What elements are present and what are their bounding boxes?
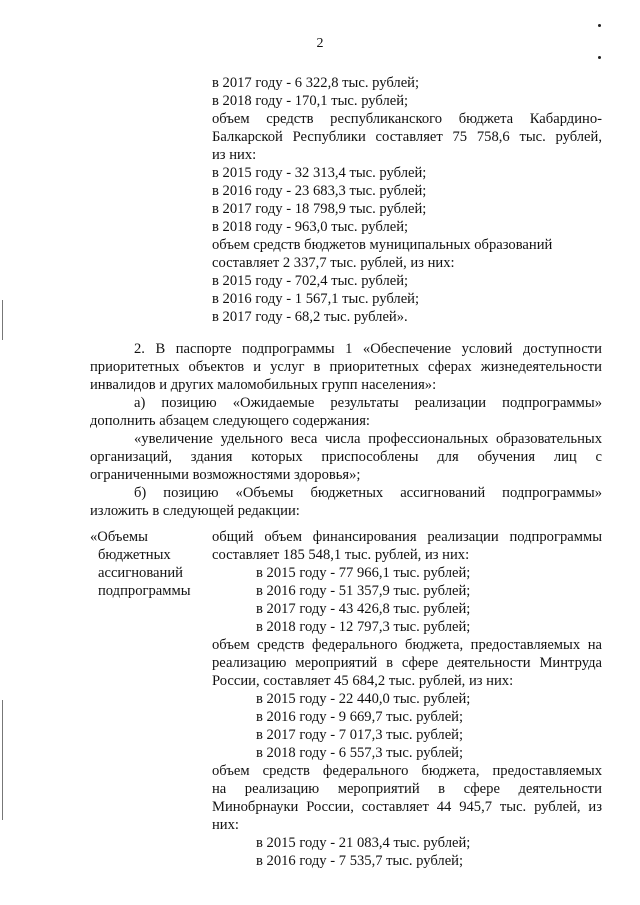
- text-line: общий объем финансирования реализации подпрограммы: [212, 529, 602, 545]
- text-line: «увеличение удельного веса числа профессиональных образовательных: [134, 431, 602, 447]
- text-line: в 2017 году - 68,2 тыс. рублей».: [212, 309, 408, 325]
- text-line: на реализацию мероприятий в сфере деятельности: [212, 781, 602, 797]
- label-line: «Объемы: [90, 529, 148, 545]
- text-line: в 2018 году - 6 557,3 тыс. рублей;: [256, 745, 464, 761]
- scan-edge: [2, 700, 3, 820]
- text-line: объем средств республиканского бюджета Кабардино-: [212, 111, 602, 127]
- text-line: а) позицию «Ожидаемые результаты реализации подпрограммы»: [134, 395, 602, 411]
- text-line: в 2018 году - 963,0 тыс. рублей;: [212, 219, 409, 235]
- text-line: реализацию мероприятий в сфере деятельности Минтруда: [212, 655, 602, 671]
- scan-mark: [598, 56, 601, 59]
- text-line: в 2015 году - 22 440,0 тыс. рублей;: [256, 691, 471, 707]
- text-line: в 2016 году - 7 535,7 тыс. рублей;: [256, 853, 464, 869]
- text-line: объем средств федерального бюджета, предоставляемых на: [212, 637, 602, 653]
- text-line: в 2018 году - 12 797,3 тыс. рублей;: [256, 619, 471, 635]
- text-line: приоритетных объектов и услуг в приоритетных сферах жизнедеятельности: [90, 359, 602, 375]
- text-line: организаций, здания которых приспособлены для обучения лиц с: [90, 449, 602, 465]
- text-line: в 2016 году - 23 683,3 тыс. рублей;: [212, 183, 427, 199]
- text-line: в 2015 году - 21 083,4 тыс. рублей;: [256, 835, 471, 851]
- text-line: в 2015 году - 77 966,1 тыс. рублей;: [256, 565, 471, 581]
- scan-mark: [598, 24, 601, 27]
- text-line: в 2017 году - 18 798,9 тыс. рублей;: [212, 201, 427, 217]
- text-line: в 2018 году - 170,1 тыс. рублей;: [212, 93, 409, 109]
- label-line: ассигнований: [98, 565, 183, 581]
- text-line: России, составляет 45 684,2 тыс. рублей, из них:: [212, 673, 514, 689]
- text-line: в 2017 году - 7 017,3 тыс. рублей;: [256, 727, 464, 743]
- label-line: подпрограммы: [98, 583, 191, 599]
- text-line: Балкарской Республики составляет 75 758,6 тыс. рублей,: [212, 129, 602, 145]
- text-line: б) позицию «Объемы бюджетных ассигнований подпрограммы»: [134, 485, 602, 501]
- page-number: 2: [316, 36, 324, 51]
- text-line: изложить в следующей редакции:: [90, 503, 300, 519]
- text-line: в 2015 году - 702,4 тыс. рублей;: [212, 273, 409, 289]
- text-line: составляет 2 337,7 тыс. рублей, из них:: [212, 255, 455, 271]
- text-line: в 2017 году - 6 322,8 тыс. рублей;: [212, 75, 420, 91]
- text-line: 2. В паспорте подпрограммы 1 «Обеспечение условий доступности: [134, 341, 602, 357]
- text-line: объем средств бюджетов муниципальных образований: [212, 237, 553, 253]
- text-line: в 2017 году - 43 426,8 тыс. рублей;: [256, 601, 471, 617]
- scan-edge: [2, 300, 3, 340]
- text-line: них:: [212, 817, 239, 833]
- label-line: бюджетных: [98, 547, 171, 563]
- text-line: объем средств федерального бюджета, предоставляемых: [212, 763, 602, 779]
- text-line: в 2016 году - 51 357,9 тыс. рублей;: [256, 583, 471, 599]
- text-line: из них:: [212, 147, 257, 163]
- text-line: в 2016 году - 9 669,7 тыс. рублей;: [256, 709, 464, 725]
- text-line: в 2015 году - 32 313,4 тыс. рублей;: [212, 165, 427, 181]
- text-line: ограниченными возможностями здоровья»;: [90, 467, 361, 483]
- text-line: в 2016 году - 1 567,1 тыс. рублей;: [212, 291, 420, 307]
- text-line: дополнить абзацем следующего содержания:: [90, 413, 370, 429]
- text-line: инвалидов и других маломобильных групп населения»:: [90, 377, 437, 393]
- text-line: составляет 185 548,1 тыс. рублей, из них:: [212, 547, 470, 563]
- text-line: Минобрнауки России, составляет 44 945,7 тыс. рублей, из: [212, 799, 602, 815]
